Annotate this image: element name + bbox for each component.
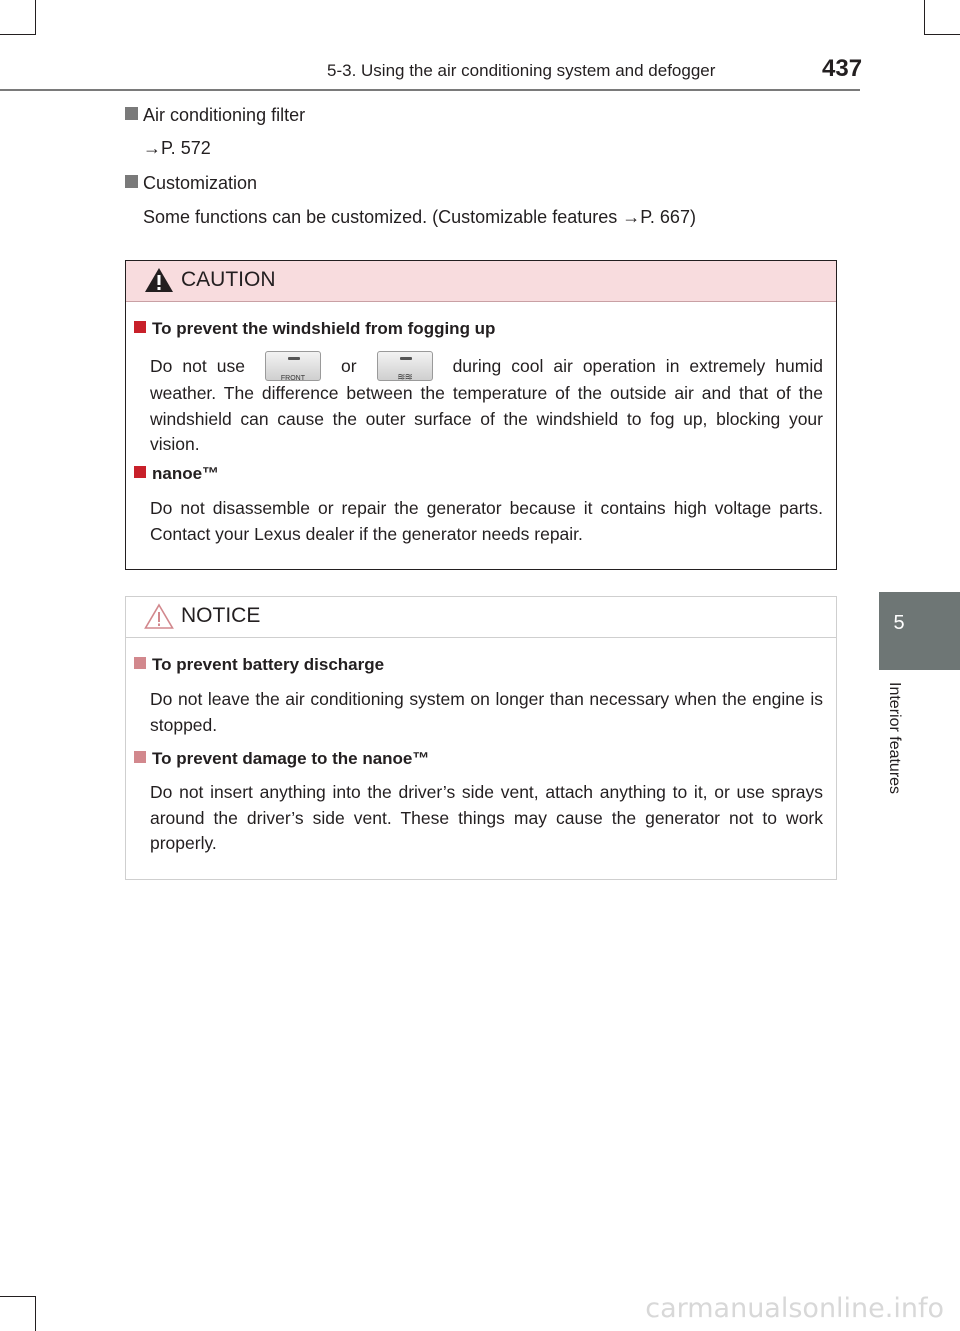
body-text: Do not use [150, 356, 245, 376]
crop-mark [924, 0, 925, 34]
crop-mark [35, 0, 36, 34]
caution-box [125, 260, 837, 570]
crop-mark [0, 34, 36, 35]
item-heading-air-conditioning-filter [125, 105, 305, 126]
item-heading-text: Air conditioning filter [143, 105, 306, 125]
notice-header [126, 597, 836, 638]
notice-heading-text: To prevent damage to the nanoe™ [152, 749, 430, 768]
notice-heading-nanoe [134, 749, 429, 769]
notice-heading-battery [134, 655, 384, 675]
caution-heading-text: To prevent the windshield from fogging up [152, 319, 496, 338]
item-heading-customization [125, 173, 257, 194]
rear-defogger-button-icon [377, 351, 433, 381]
page-number: 437 [822, 55, 863, 82]
caution-header [126, 261, 836, 302]
square-bullet-icon [125, 175, 138, 188]
square-bullet-icon [134, 751, 146, 763]
crop-mark [0, 1296, 36, 1297]
caution-body-fogging [150, 351, 823, 458]
crop-mark [924, 34, 960, 35]
running-head [0, 55, 863, 91]
front-defogger-button-icon [265, 351, 321, 381]
caution-body-nanoe: Do not disassemble or repair the generator because it contains high voltage parts. Contact your Lexus dealer if the generator needs repair. [150, 498, 823, 544]
page-reference: →P. 572 [143, 138, 211, 158]
crop-mark [35, 1297, 36, 1331]
chapter-tab [879, 592, 960, 670]
caution-label: CAUTION [181, 268, 276, 291]
notice-heading-text: To prevent battery discharge [152, 655, 385, 674]
body-text: or [340, 356, 357, 376]
notice-label: NOTICE [181, 604, 261, 627]
button-caption: ≋≋ [397, 372, 412, 383]
button-caption: FRONT [280, 375, 306, 382]
caution-heading-fogging [134, 319, 495, 339]
body-text: during cool air operation in extremely humid weather. The difference between the temperature of the outside air and that of the windshield can cause the outer surface of the windshield to fog up, blocking your vision. [150, 356, 823, 454]
customization-text: Some functions can be customized. (Customizable features →P. 667) [143, 207, 696, 227]
caution-heading-nanoe [134, 464, 219, 484]
item-heading-text: Customization [143, 173, 258, 193]
watermark: carmanualsonline.info [645, 1293, 944, 1324]
section-title: 5-3. Using the air conditioning system and defogger [327, 61, 716, 80]
warning-triangle-icon [144, 267, 174, 293]
warning-triangle-outline-icon [144, 603, 174, 629]
notice-body-battery: Do not leave the air conditioning system on longer than necessary when the engine is stopped. [150, 689, 823, 735]
notice-body-nanoe: Do not insert anything into the driver’s side vent, attach anything to it, or use sprays around the driver’s side vent. These things may cause the generator not to work properly. [150, 782, 823, 853]
square-bullet-icon [134, 321, 146, 333]
square-bullet-icon [134, 657, 146, 669]
square-bullet-icon [125, 107, 138, 120]
square-bullet-icon [134, 466, 146, 478]
chapter-number: 5 [893, 612, 905, 634]
chapter-label: Interior features [886, 682, 903, 795]
notice-box [125, 596, 837, 880]
caution-heading-text: nanoe™ [152, 464, 220, 483]
